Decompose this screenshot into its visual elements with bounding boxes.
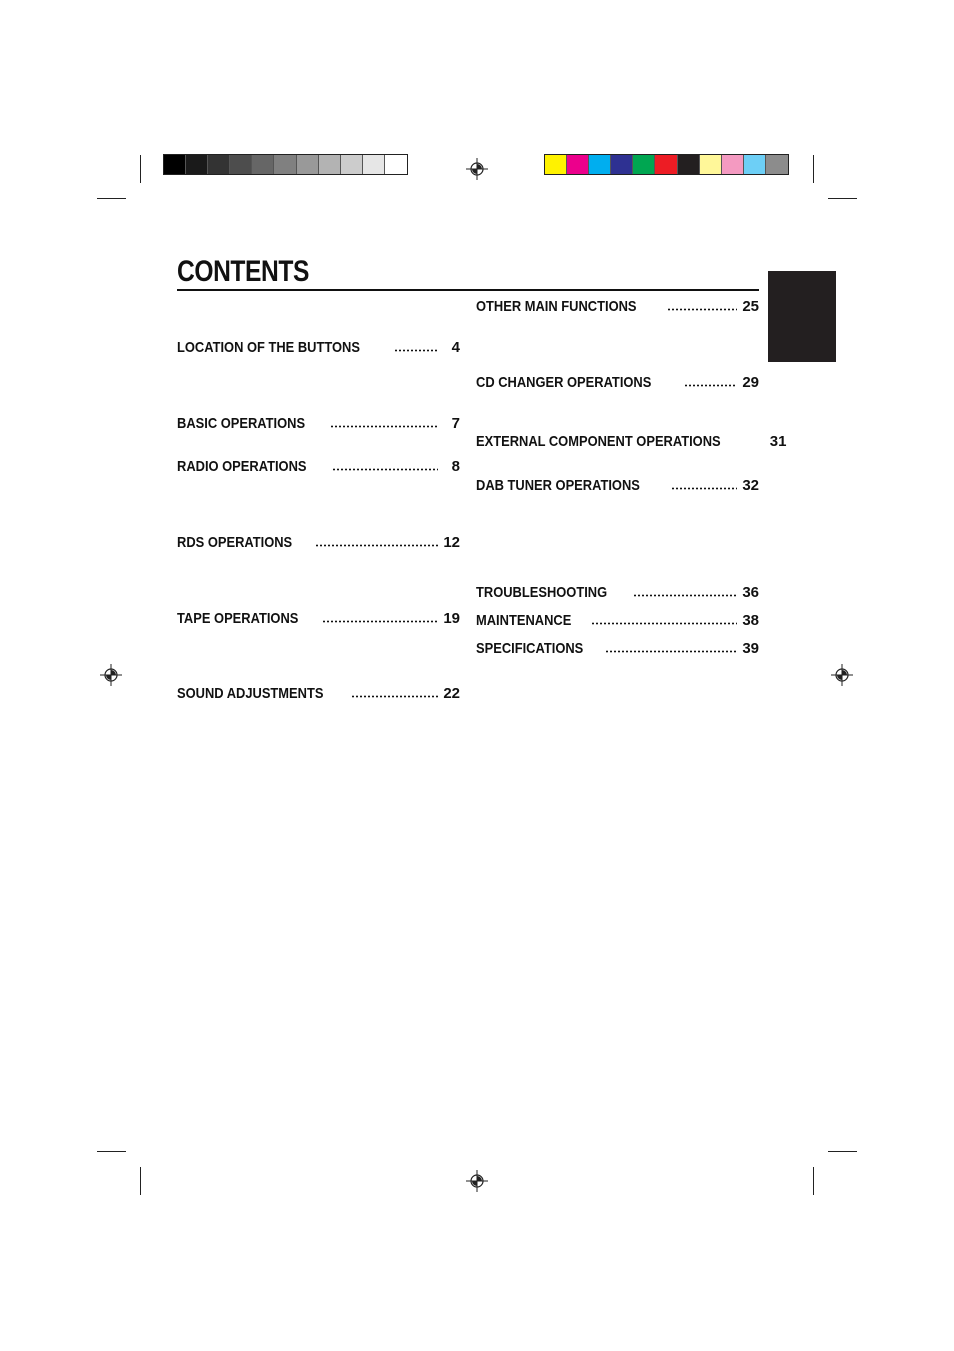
toc-entry-troubleshooting[interactable] [476, 584, 759, 602]
toc-entry-dab-tuner-operations[interactable] [476, 477, 759, 495]
crop-mark-bottom-left-vertical [140, 1167, 141, 1195]
toc-entry-external-component-operations[interactable] [476, 433, 787, 451]
toc-page-number: 36 [742, 584, 759, 601]
crop-mark-top-left-vertical [140, 155, 141, 183]
grayscale-color-bar [163, 154, 408, 175]
toc-leader-dots [332, 459, 438, 471]
toc-entry-sound-adjustments[interactable] [177, 685, 460, 703]
toc-entry-location-of-the-buttons[interactable] [177, 339, 460, 357]
color-swatch [567, 155, 589, 174]
color-swatch [319, 155, 341, 174]
toc-page-number: 25 [742, 298, 759, 315]
registration-mark-right-icon [831, 664, 853, 686]
toc-label: SOUND ADJUSTMENTS [177, 685, 324, 702]
toc-page-number: 19 [443, 610, 460, 627]
color-swatch [363, 155, 385, 174]
toc-leader-dots [330, 416, 438, 428]
toc-entry-specifications[interactable] [476, 640, 759, 658]
toc-label: CD CHANGER OPERATIONS [476, 374, 652, 391]
color-swatch [700, 155, 722, 174]
color-swatch [589, 155, 611, 174]
color-swatch [722, 155, 744, 174]
toc-page-number: 32 [742, 477, 759, 494]
color-swatch [252, 155, 274, 174]
toc-leader-dots [684, 375, 737, 387]
toc-page-number: 29 [742, 374, 759, 391]
toc-leader-dots [322, 611, 438, 623]
toc-leader-dots [315, 535, 438, 547]
process-color-bar [544, 154, 789, 175]
toc-entry-rds-operations[interactable] [177, 534, 460, 552]
toc-entry-radio-operations[interactable] [177, 458, 460, 476]
crop-mark-bottom-right-vertical [813, 1167, 814, 1195]
toc-label: RADIO OPERATIONS [177, 458, 307, 475]
crop-mark-bottom-left-horizontal [97, 1151, 126, 1152]
toc-entry-basic-operations[interactable] [177, 415, 460, 433]
toc-leader-dots [667, 299, 737, 311]
toc-label: BASIC OPERATIONS [177, 415, 306, 432]
crop-mark-bottom-right-horizontal [828, 1151, 857, 1152]
toc-label: LOCATION OF THE BUTTONS [177, 339, 360, 356]
toc-label: MAINTENANCE [476, 612, 572, 629]
page-title: CONTENTS [177, 255, 310, 288]
toc-leader-dots [671, 478, 737, 490]
registration-mark-bottom-icon [466, 1170, 488, 1192]
toc-entry-cd-changer-operations[interactable] [476, 374, 759, 392]
toc-page-number: 22 [443, 685, 460, 702]
toc-leader-dots [591, 613, 737, 625]
toc-leader-dots [394, 340, 438, 352]
chapter-tab [768, 271, 836, 362]
color-swatch [186, 155, 208, 174]
color-swatch [297, 155, 319, 174]
toc-page-number: 31 [769, 433, 787, 450]
toc-leader-dots [605, 641, 737, 653]
color-swatch [744, 155, 766, 174]
toc-page-number: 12 [443, 534, 460, 551]
toc-entry-maintenance[interactable] [476, 612, 759, 630]
toc-label: EXTERNAL COMPONENT OPERATIONS [476, 433, 721, 450]
toc-page-number: 4 [451, 339, 460, 356]
toc-page-number: 8 [451, 458, 460, 475]
toc-label: DAB TUNER OPERATIONS [476, 477, 640, 494]
color-swatch [545, 155, 567, 174]
toc-label: TROUBLESHOOTING [476, 584, 608, 601]
title-underline [177, 289, 759, 291]
color-swatch [341, 155, 363, 174]
registration-mark-top-icon [466, 158, 488, 180]
toc-label: SPECIFICATIONS [476, 640, 584, 657]
color-swatch [274, 155, 296, 174]
toc-page-number: 7 [451, 415, 460, 432]
toc-page-number: 38 [742, 612, 759, 629]
crop-mark-top-right-horizontal [828, 198, 857, 199]
crop-mark-top-left-horizontal [97, 198, 126, 199]
registration-mark-left-icon [100, 664, 122, 686]
toc-leader-dots [351, 686, 438, 698]
toc-page-number: 39 [742, 640, 759, 657]
toc-label: OTHER MAIN FUNCTIONS [476, 298, 637, 315]
crop-mark-top-right-vertical [813, 155, 814, 183]
toc-entry-tape-operations[interactable] [177, 610, 460, 628]
color-swatch [385, 155, 407, 174]
color-swatch [766, 155, 788, 174]
toc-entry-other-main-functions[interactable] [476, 298, 759, 316]
toc-leader-dots [633, 585, 738, 597]
color-swatch [678, 155, 700, 174]
color-swatch [208, 155, 230, 174]
color-swatch [655, 155, 677, 174]
color-swatch [164, 155, 186, 174]
toc-label: TAPE OPERATIONS [177, 610, 299, 627]
color-swatch [230, 155, 252, 174]
color-swatch [633, 155, 655, 174]
toc-label: RDS OPERATIONS [177, 534, 293, 551]
color-swatch [611, 155, 633, 174]
